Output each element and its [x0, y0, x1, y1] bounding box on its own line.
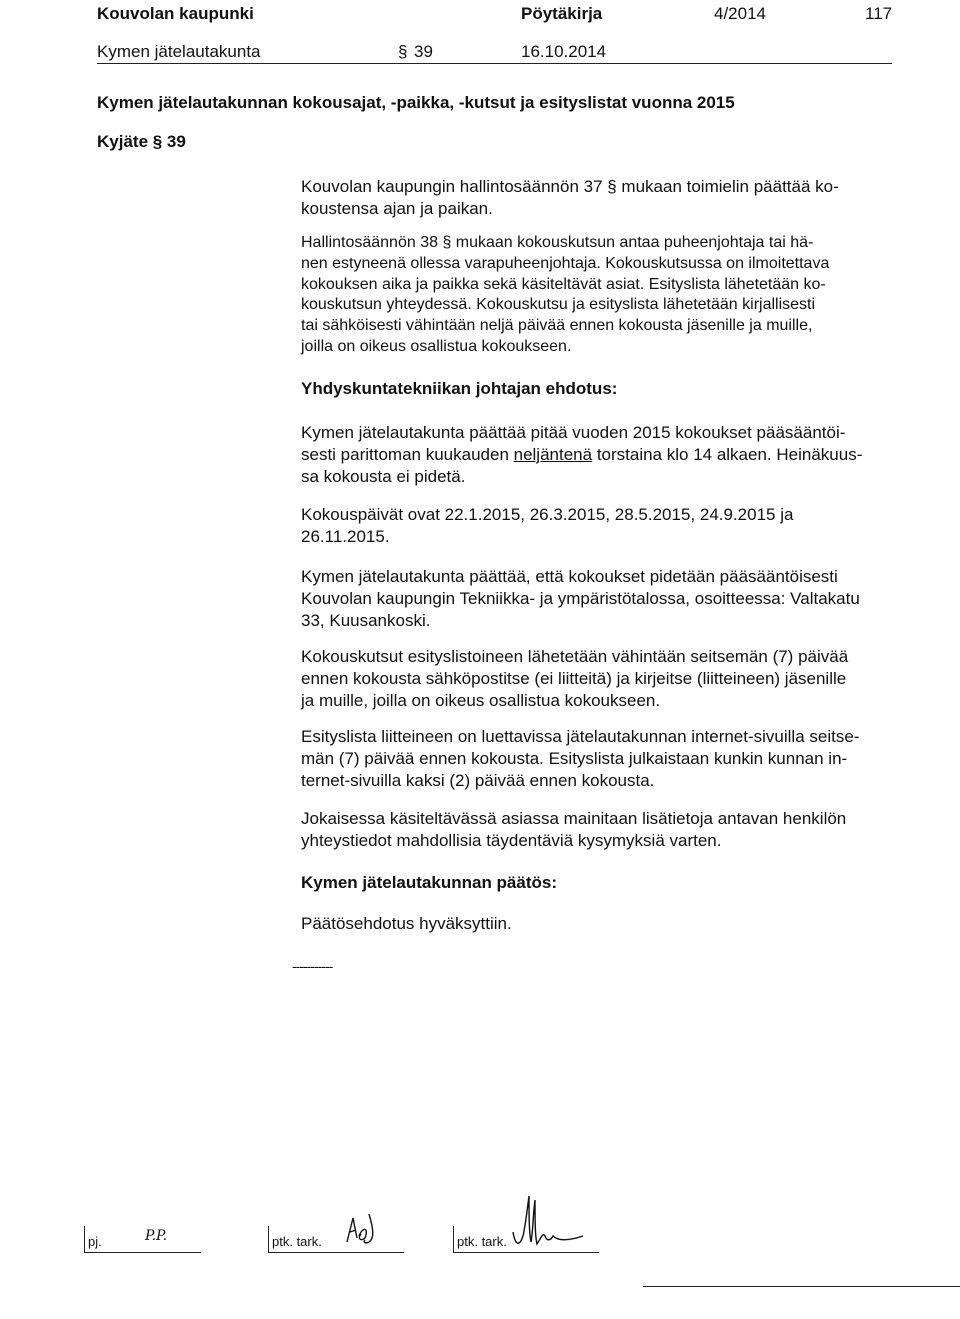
signature-label-tark1: ptk. tark.	[272, 1234, 322, 1249]
proposal-heading: Yhdyskuntatekniikan johtajan ehdotus:	[301, 379, 618, 398]
signature-box-pj	[84, 1226, 201, 1253]
item-reference: Kyjäte § 39	[97, 132, 186, 151]
proposal-paragraph-4: Kokouskutsut esityslistoineen lähetetään vähintään seitsemän (7) päivää ennen kokousta sähköpostitse (ei liitteitä) ja kirjeitse (liitteineen) jäsenille ja muille, joilla on oikeus osallistua kokoukseen.	[301, 647, 849, 710]
footer-rule	[643, 1286, 960, 1287]
pj-initials: P.P.	[145, 1228, 168, 1244]
decision-text: Päätösehdotus hyväksyttiin.	[301, 914, 512, 933]
signature-label-tark2: ptk. tark.	[457, 1234, 507, 1249]
handwritten-signature-1	[341, 1208, 389, 1248]
section-number: 39	[414, 42, 433, 61]
doc-type: Pöytäkirja	[521, 4, 603, 23]
proposal-paragraph-6: Jokaisessa käsiteltävässä asiassa mainitaan lisätietoja antavan henkilön yhteystiedot mahdollisia täydentäviä kysymyksiä varten.	[301, 809, 847, 850]
signature-box-tark2	[453, 1226, 599, 1253]
separator: -----------	[292, 958, 333, 974]
decision-heading: Kymen jätelautakunnan päätös:	[301, 873, 558, 892]
signature-box-tark1	[268, 1226, 404, 1253]
proposal-paragraph-2: Kokouspäivät ovat 22.1.2015, 26.3.2015, 28.5.2015, 24.9.2015 ja 26.11.2015.	[301, 505, 794, 546]
proposal-paragraph-1: Kymen jätelautakunta päättää pitää vuoden 2015 kokoukset pääsääntöi- sesti parittoman kuukauden neljäntenä torstaina klo 14 alkaen. Heinäkuus- sa kokousta ei pidetä.	[301, 423, 863, 486]
meeting-date: 16.10.2014	[521, 42, 607, 61]
signature-label-pj: pj.	[88, 1234, 102, 1249]
intro-paragraph-1: Kouvolan kaupungin hallintosäännön 37 § mukaan toimielin päättää ko- koustensa ajan ja paikan.	[301, 177, 839, 218]
intro-paragraph-2: Hallintosäännön 38 § mukaan kokouskutsun antaa puheenjohtaja tai hä- nen estyneenä ollessa varapuheenjohtaja. Kokouskutsussa on ilmoitettava kokouksen aika ja paikka sekä käsiteltävät asiat. Esityslista lähetetään ko- kouskutsun yhteydessä. Kokouskutsu ja esityslista lähetetään kirjallisesti tai sähköisesti vähintään neljä päivää ennen kokousta jäsenille ja muille, joilla on oikeus osallistua kokoukseen.	[301, 234, 830, 355]
page-title: Kymen jätelautakunnan kokousajat, -paikka, -kutsut ja esityslistat vuonna 2015	[97, 93, 735, 112]
doc-number: 4/2014	[714, 4, 766, 23]
proposal-paragraph-3: Kymen jätelautakunta päättää, että kokoukset pidetään pääsääntöisesti Kouvolan kaupungin Tekniikka- ja ympäristötalossa, osoitteessa: Valtakatu 33, Kuusankoski.	[301, 567, 860, 630]
header-rule	[97, 63, 892, 64]
proposal-paragraph-5: Esityslista liitteineen on luettavissa jätelautakunnan internet-sivuilla seitse- män (7) päivää ennen kokousta. Esityslista julkaistaan kunkin kunnan in- ternet-sivuilla kaksi (2) päivää ennen kokousta.	[301, 727, 860, 790]
handwritten-signature-2	[509, 1192, 589, 1250]
page-number: 117	[865, 4, 893, 23]
underlined-word: neljäntenä	[513, 445, 593, 464]
board-name: Kymen jätelautakunta	[97, 42, 261, 61]
org-name: Kouvolan kaupunki	[97, 4, 254, 23]
section-sign: §	[398, 42, 408, 61]
